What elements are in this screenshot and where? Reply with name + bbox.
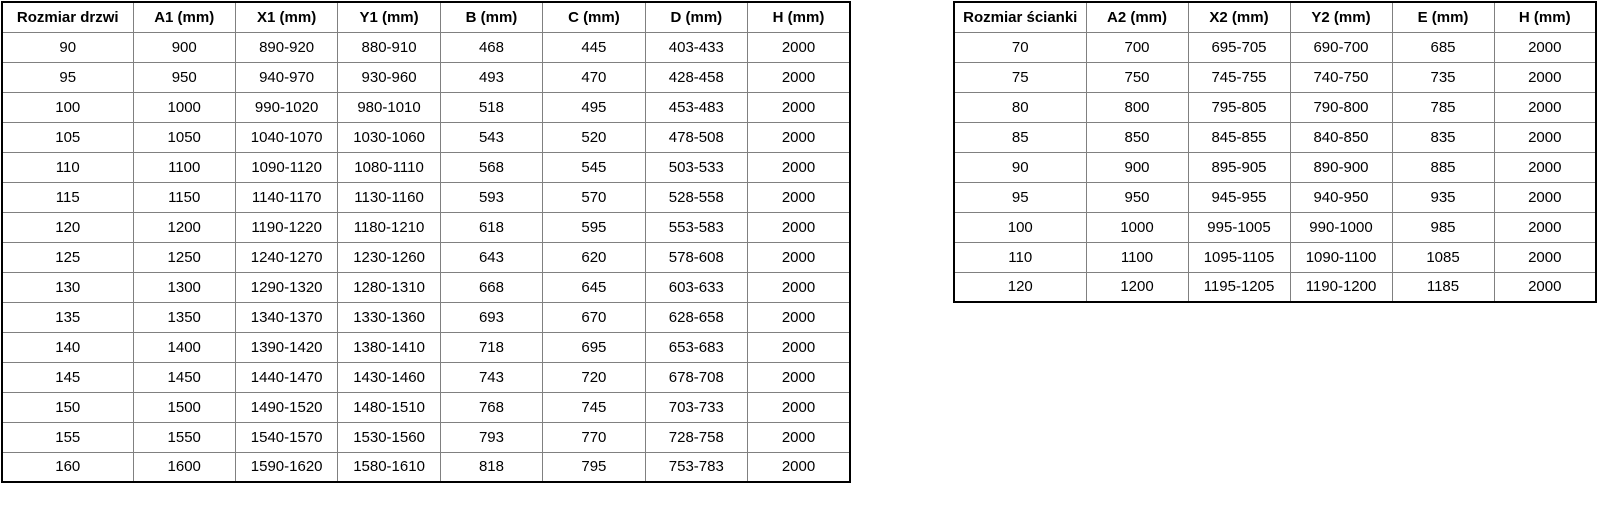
table-cell: 2000 — [748, 92, 850, 122]
table-cell: 1600 — [133, 452, 235, 482]
table-cell: 1195-1205 — [1188, 272, 1290, 302]
column-header: Rozmiar ścianki — [954, 2, 1086, 32]
column-header: E (mm) — [1392, 2, 1494, 32]
table-cell: 1380-1410 — [338, 332, 440, 362]
table-cell: 618 — [440, 212, 542, 242]
table-cell: 850 — [1086, 122, 1188, 152]
table-row — [2, 182, 850, 212]
table-cell: 553-583 — [645, 212, 747, 242]
table-row — [2, 272, 850, 302]
table-cell: 793 — [440, 422, 542, 452]
table-cell: 445 — [543, 32, 645, 62]
table-cell: 1330-1360 — [338, 302, 440, 332]
table-cell: 795-805 — [1188, 92, 1290, 122]
table-cell: 145 — [2, 362, 133, 392]
table-cell: 1540-1570 — [235, 422, 337, 452]
table-cell: 703-733 — [645, 392, 747, 422]
table-cell: 125 — [2, 242, 133, 272]
table-cell: 1490-1520 — [235, 392, 337, 422]
table-cell: 718 — [440, 332, 542, 362]
table-cell: 753-783 — [645, 452, 747, 482]
table-cell: 110 — [2, 152, 133, 182]
table-cell: 2000 — [748, 362, 850, 392]
table-cell: 100 — [954, 212, 1086, 242]
table-cell: 140 — [2, 332, 133, 362]
table-cell: 85 — [954, 122, 1086, 152]
table-cell: 1440-1470 — [235, 362, 337, 392]
table-cell: 428-458 — [645, 62, 747, 92]
table-cell: 1085 — [1392, 242, 1494, 272]
table-row — [2, 392, 850, 422]
table-cell: 603-633 — [645, 272, 747, 302]
table-cell: 1550 — [133, 422, 235, 452]
table-cell: 1230-1260 — [338, 242, 440, 272]
table-cell: 1180-1210 — [338, 212, 440, 242]
table-cell: 1190-1220 — [235, 212, 337, 242]
table-cell: 545 — [543, 152, 645, 182]
table-cell: 90 — [954, 152, 1086, 182]
table-cell: 1340-1370 — [235, 302, 337, 332]
table-cell: 930-960 — [338, 62, 440, 92]
table-row — [2, 92, 850, 122]
table-cell: 1480-1510 — [338, 392, 440, 422]
table-cell: 668 — [440, 272, 542, 302]
table-cell: 653-683 — [645, 332, 747, 362]
table-cell: 900 — [1086, 152, 1188, 182]
table-cell: 1080-1110 — [338, 152, 440, 182]
table-row — [2, 422, 850, 452]
table-cell: 693 — [440, 302, 542, 332]
table-cell: 770 — [543, 422, 645, 452]
table-cell: 620 — [543, 242, 645, 272]
table-cell: 645 — [543, 272, 645, 302]
table-cell: 685 — [1392, 32, 1494, 62]
door-size-table — [1, 1, 851, 483]
table-cell: 695-705 — [1188, 32, 1290, 62]
table-row — [954, 62, 1596, 92]
table-cell: 2000 — [1494, 122, 1596, 152]
column-header: H (mm) — [1494, 2, 1596, 32]
table-cell: 950 — [133, 62, 235, 92]
table-cell: 695 — [543, 332, 645, 362]
table-cell: 1100 — [1086, 242, 1188, 272]
table-cell: 790-800 — [1290, 92, 1392, 122]
table-cell: 743 — [440, 362, 542, 392]
table-cell: 1150 — [133, 182, 235, 212]
table-cell: 493 — [440, 62, 542, 92]
table-cell: 570 — [543, 182, 645, 212]
table-cell: 453-483 — [645, 92, 747, 122]
table-cell: 2000 — [748, 62, 850, 92]
table-cell: 1000 — [1086, 212, 1188, 242]
table-cell: 1290-1320 — [235, 272, 337, 302]
table-cell: 1200 — [1086, 272, 1188, 302]
table-cell: 1300 — [133, 272, 235, 302]
table-cell: 120 — [954, 272, 1086, 302]
table-row — [2, 152, 850, 182]
table-cell: 90 — [2, 32, 133, 62]
table-cell: 520 — [543, 122, 645, 152]
table-cell: 1280-1310 — [338, 272, 440, 302]
table-cell: 2000 — [748, 302, 850, 332]
table-cell: 728-758 — [645, 422, 747, 452]
table-cell: 795 — [543, 452, 645, 482]
table-cell: 995-1005 — [1188, 212, 1290, 242]
table-cell: 768 — [440, 392, 542, 422]
table-cell: 1100 — [133, 152, 235, 182]
table-cell: 1590-1620 — [235, 452, 337, 482]
table-cell: 835 — [1392, 122, 1494, 152]
table-cell: 1390-1420 — [235, 332, 337, 362]
column-header: Rozmiar drzwi — [2, 2, 133, 32]
table-row — [954, 242, 1596, 272]
table-row — [2, 32, 850, 62]
table-cell: 670 — [543, 302, 645, 332]
table-cell: 1095-1105 — [1188, 242, 1290, 272]
table-cell: 470 — [543, 62, 645, 92]
table-cell: 478-508 — [645, 122, 747, 152]
column-header: H (mm) — [748, 2, 850, 32]
table-cell: 2000 — [1494, 182, 1596, 212]
table-cell: 100 — [2, 92, 133, 122]
table-cell: 115 — [2, 182, 133, 212]
table-cell: 1430-1460 — [338, 362, 440, 392]
table-cell: 935 — [1392, 182, 1494, 212]
header-row — [2, 2, 850, 32]
table-cell: 1050 — [133, 122, 235, 152]
table-cell: 105 — [2, 122, 133, 152]
table-cell: 885 — [1392, 152, 1494, 182]
table-cell: 1250 — [133, 242, 235, 272]
table-cell: 155 — [2, 422, 133, 452]
table-cell: 2000 — [748, 272, 850, 302]
table-cell: 2000 — [748, 392, 850, 422]
table-cell: 990-1020 — [235, 92, 337, 122]
table-cell: 700 — [1086, 32, 1188, 62]
table-cell: 1130-1160 — [338, 182, 440, 212]
table-cell: 735 — [1392, 62, 1494, 92]
table-cell: 890-920 — [235, 32, 337, 62]
table-cell: 543 — [440, 122, 542, 152]
table-cell: 845-855 — [1188, 122, 1290, 152]
table-cell: 785 — [1392, 92, 1494, 122]
table-cell: 593 — [440, 182, 542, 212]
table-row — [2, 332, 850, 362]
table-cell: 2000 — [1494, 212, 1596, 242]
table-cell: 468 — [440, 32, 542, 62]
table-cell: 1090-1120 — [235, 152, 337, 182]
table-cell: 595 — [543, 212, 645, 242]
table-cell: 1350 — [133, 302, 235, 332]
table-cell: 745-755 — [1188, 62, 1290, 92]
table-cell: 528-558 — [645, 182, 747, 212]
table-cell: 1240-1270 — [235, 242, 337, 272]
table-cell: 2000 — [748, 332, 850, 362]
table-cell: 95 — [954, 182, 1086, 212]
table-row — [954, 32, 1596, 62]
column-header: B (mm) — [440, 2, 542, 32]
header-row — [954, 2, 1596, 32]
table-row — [2, 302, 850, 332]
table-cell: 1030-1060 — [338, 122, 440, 152]
table-cell: 2000 — [748, 182, 850, 212]
table-cell: 1530-1560 — [338, 422, 440, 452]
table-cell: 130 — [2, 272, 133, 302]
table-row — [2, 452, 850, 482]
table-cell: 1400 — [133, 332, 235, 362]
table-cell: 750 — [1086, 62, 1188, 92]
table-cell: 2000 — [748, 452, 850, 482]
table-cell: 1040-1070 — [235, 122, 337, 152]
table-cell: 940-970 — [235, 62, 337, 92]
table-cell: 2000 — [748, 422, 850, 452]
column-header: D (mm) — [645, 2, 747, 32]
table-cell: 2000 — [748, 242, 850, 272]
table-row — [2, 212, 850, 242]
table-cell: 2000 — [1494, 62, 1596, 92]
table-cell: 950 — [1086, 182, 1188, 212]
column-header: A2 (mm) — [1086, 2, 1188, 32]
table-cell: 150 — [2, 392, 133, 422]
table-row — [954, 152, 1596, 182]
table-cell: 403-433 — [645, 32, 747, 62]
table-cell: 643 — [440, 242, 542, 272]
table-cell: 70 — [954, 32, 1086, 62]
table-cell: 568 — [440, 152, 542, 182]
table-cell: 1090-1100 — [1290, 242, 1392, 272]
table-cell: 985 — [1392, 212, 1494, 242]
table-cell: 2000 — [1494, 242, 1596, 272]
table-cell: 818 — [440, 452, 542, 482]
table-cell: 120 — [2, 212, 133, 242]
table-cell: 745 — [543, 392, 645, 422]
table-cell: 578-608 — [645, 242, 747, 272]
wall-size-table — [953, 1, 1597, 303]
table-cell: 1000 — [133, 92, 235, 122]
table-cell: 690-700 — [1290, 32, 1392, 62]
table-cell: 495 — [543, 92, 645, 122]
table-cell: 503-533 — [645, 152, 747, 182]
table-row — [2, 362, 850, 392]
column-header: Y1 (mm) — [338, 2, 440, 32]
table-row — [954, 182, 1596, 212]
table-cell: 75 — [954, 62, 1086, 92]
table-cell: 895-905 — [1188, 152, 1290, 182]
table-cell: 95 — [2, 62, 133, 92]
table-cell: 2000 — [1494, 272, 1596, 302]
table-row — [954, 272, 1596, 302]
table-cell: 518 — [440, 92, 542, 122]
table-row — [954, 212, 1596, 242]
table-cell: 1580-1610 — [338, 452, 440, 482]
column-header: X1 (mm) — [235, 2, 337, 32]
table-cell: 840-850 — [1290, 122, 1392, 152]
table-cell: 800 — [1086, 92, 1188, 122]
table-cell: 110 — [954, 242, 1086, 272]
column-header: Y2 (mm) — [1290, 2, 1392, 32]
table-cell: 678-708 — [645, 362, 747, 392]
column-header: X2 (mm) — [1188, 2, 1290, 32]
table-cell: 945-955 — [1188, 182, 1290, 212]
table-cell: 980-1010 — [338, 92, 440, 122]
table-cell: 1500 — [133, 392, 235, 422]
table-cell: 2000 — [1494, 32, 1596, 62]
table-cell: 740-750 — [1290, 62, 1392, 92]
table-cell: 1190-1200 — [1290, 272, 1392, 302]
table-cell: 900 — [133, 32, 235, 62]
table-cell: 1200 — [133, 212, 235, 242]
table-cell: 890-900 — [1290, 152, 1392, 182]
table-row — [2, 122, 850, 152]
table-cell: 2000 — [1494, 152, 1596, 182]
table-row — [954, 122, 1596, 152]
table-cell: 1450 — [133, 362, 235, 392]
table-cell: 2000 — [748, 32, 850, 62]
table-row — [2, 242, 850, 272]
table-cell: 2000 — [1494, 92, 1596, 122]
table-cell: 2000 — [748, 212, 850, 242]
table-cell: 160 — [2, 452, 133, 482]
table-cell: 135 — [2, 302, 133, 332]
table-row — [2, 62, 850, 92]
table-cell: 720 — [543, 362, 645, 392]
column-header: C (mm) — [543, 2, 645, 32]
table-cell: 628-658 — [645, 302, 747, 332]
column-header: A1 (mm) — [133, 2, 235, 32]
table-cell: 990-1000 — [1290, 212, 1392, 242]
table-cell: 940-950 — [1290, 182, 1392, 212]
table-cell: 1140-1170 — [235, 182, 337, 212]
table-cell: 1185 — [1392, 272, 1494, 302]
table-cell: 2000 — [748, 122, 850, 152]
table-row — [954, 92, 1596, 122]
table-cell: 2000 — [748, 152, 850, 182]
table-cell: 80 — [954, 92, 1086, 122]
table-cell: 880-910 — [338, 32, 440, 62]
